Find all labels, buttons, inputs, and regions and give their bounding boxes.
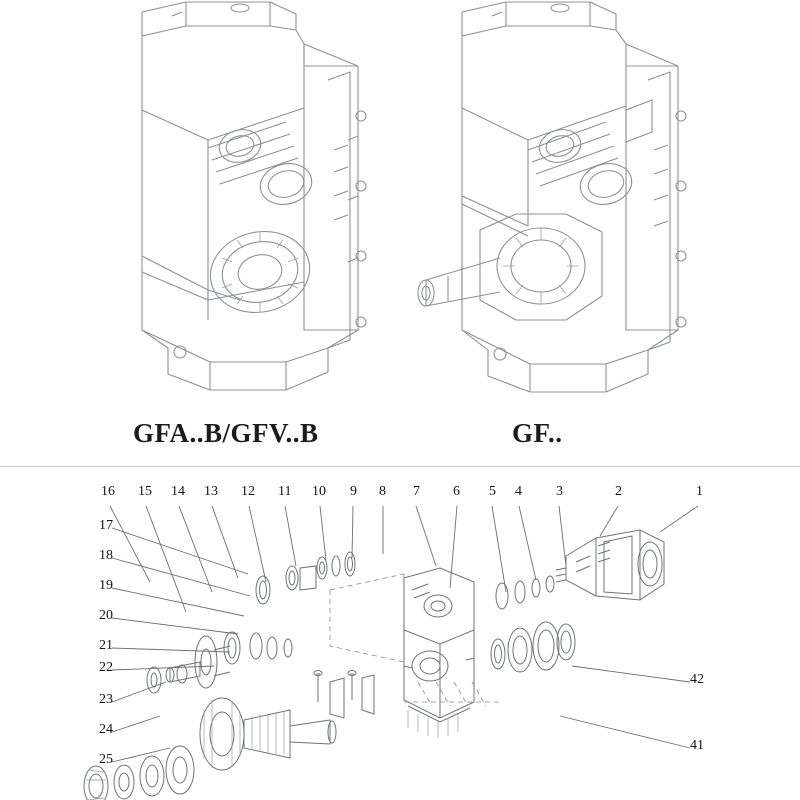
callout-22: 22 xyxy=(99,660,113,675)
callout-16: 16 xyxy=(101,484,115,499)
callout-13: 13 xyxy=(204,484,218,499)
callout-41: 41 xyxy=(690,738,704,753)
gearbox-left-view xyxy=(90,0,390,400)
callout-42: 42 xyxy=(690,672,704,687)
callout-3: 3 xyxy=(556,484,563,499)
section-divider xyxy=(0,466,800,467)
callout-1: 1 xyxy=(696,484,703,499)
callout-14: 14 xyxy=(171,484,185,499)
exploded-view xyxy=(0,470,800,800)
callout-21: 21 xyxy=(99,638,113,653)
callout-10: 10 xyxy=(312,484,326,499)
callout-6: 6 xyxy=(453,484,460,499)
callout-25: 25 xyxy=(99,752,113,767)
callout-24: 24 xyxy=(99,722,113,737)
callout-5: 5 xyxy=(489,484,496,499)
caption-left-model: GFA..B/GFV..B xyxy=(133,418,319,448)
callout-2: 2 xyxy=(615,484,622,499)
callout-23: 23 xyxy=(99,692,113,707)
caption-right-model: GF.. xyxy=(512,418,563,448)
callout-19: 19 xyxy=(99,578,113,593)
callout-15: 15 xyxy=(138,484,152,499)
callout-17: 17 xyxy=(99,518,113,533)
callout-20: 20 xyxy=(99,608,113,623)
callout-11: 11 xyxy=(278,484,292,499)
callout-7: 7 xyxy=(413,484,420,499)
callout-9: 9 xyxy=(350,484,357,499)
callout-4: 4 xyxy=(515,484,522,499)
callout-18: 18 xyxy=(99,548,113,563)
callout-12: 12 xyxy=(241,484,255,499)
gearbox-right-view xyxy=(400,0,720,400)
callout-8: 8 xyxy=(379,484,386,499)
